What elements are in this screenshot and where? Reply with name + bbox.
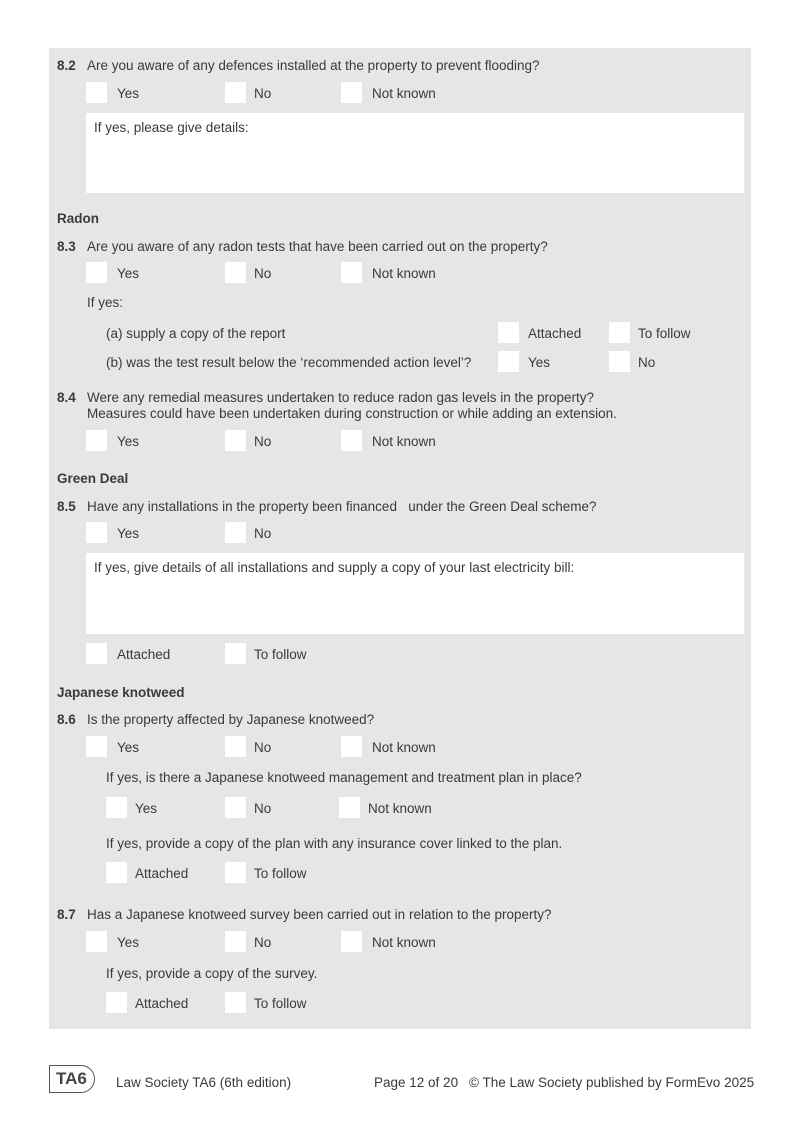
checkbox-8-5-no[interactable]	[225, 522, 246, 543]
label-8-7-not-known: Not known	[372, 935, 436, 950]
label-8-6-plan-yes: Yes	[135, 801, 158, 816]
checkbox-8-2-no[interactable]	[225, 82, 246, 103]
label-8-6-plan-not-known: Not known	[368, 801, 432, 816]
checkbox-8-5-to-follow[interactable]	[225, 643, 246, 664]
label-8-6-copy-attached: Attached	[135, 866, 189, 881]
checkbox-8-6-plan-no[interactable]	[225, 797, 246, 818]
question-text-8-7: Has a Japanese knotweed survey been carried out in relation to the property?	[87, 907, 552, 922]
footer-page-number: Page 12 of 20	[374, 1075, 459, 1090]
checkbox-8-4-yes[interactable]	[86, 430, 107, 451]
checkbox-8-6-no[interactable]	[225, 736, 246, 757]
label-8-7-no: No	[254, 935, 272, 950]
label-8-3-not-known: Not known	[372, 266, 436, 281]
checkbox-8-3-a-attached[interactable]	[498, 322, 519, 343]
label-8-3-b-no: No	[638, 355, 656, 370]
footer-edition: Law Society TA6 (6th edition)	[116, 1075, 292, 1090]
label-8-6-not-known: Not known	[372, 740, 436, 755]
checkbox-8-7-no[interactable]	[225, 931, 246, 952]
checkbox-8-3-yes[interactable]	[86, 262, 107, 283]
label-8-5-no: No	[254, 526, 272, 541]
details-label-8-2: If yes, please give details:	[94, 120, 249, 135]
section-heading-green-deal: Green Deal	[57, 471, 129, 486]
label-8-2-yes: Yes	[117, 86, 140, 101]
if-yes-label-8-3: If yes:	[87, 295, 124, 310]
footer-copyright: © The Law Society published by FormEvo 2025	[469, 1075, 755, 1090]
checkbox-8-6-copy-attached[interactable]	[106, 862, 127, 883]
checkbox-8-3-no[interactable]	[225, 262, 246, 283]
question-text-8-6: Is the property affected by Japanese knotweed?	[87, 712, 375, 727]
label-8-2-not-known: Not known	[372, 86, 436, 101]
checkbox-8-3-not-known[interactable]	[341, 262, 362, 283]
question-8-3-b-text: (b) was the test result below the ‘recommended action level’?	[106, 355, 472, 370]
question-text-8-6-copy: If yes, provide a copy of the plan with any insurance cover linked to the plan.	[106, 836, 563, 851]
question-text-8-4-line2: Measures could have been undertaken during construction or while adding an extension.	[87, 406, 617, 421]
checkbox-8-6-plan-yes[interactable]	[106, 797, 127, 818]
checkbox-8-4-no[interactable]	[225, 430, 246, 451]
section-heading-radon: Radon	[57, 211, 99, 226]
question-number-8-4: 8.4	[57, 390, 76, 405]
details-textarea-8-5[interactable]	[86, 553, 744, 634]
checkbox-8-7-not-known[interactable]	[341, 931, 362, 952]
label-8-2-no: No	[254, 86, 272, 101]
question-number-8-7: 8.7	[57, 907, 76, 922]
label-8-3-a-attached: Attached	[528, 326, 582, 341]
question-text-8-7-survey: If yes, provide a copy of the survey.	[106, 966, 318, 981]
details-label-8-5: If yes, give details of all installations and supply a copy of your last electricity bill:	[94, 560, 575, 575]
checkbox-8-6-plan-not-known[interactable]	[339, 797, 360, 818]
checkbox-8-7-survey-attached[interactable]	[106, 992, 127, 1013]
label-8-4-yes: Yes	[117, 434, 140, 449]
checkbox-8-4-not-known[interactable]	[341, 430, 362, 451]
label-8-3-yes: Yes	[117, 266, 140, 281]
label-8-5-yes: Yes	[117, 526, 140, 541]
question-number-8-6: 8.6	[57, 712, 76, 727]
checkbox-8-3-a-to-follow[interactable]	[609, 322, 630, 343]
label-8-7-survey-attached: Attached	[135, 996, 189, 1011]
label-8-6-no: No	[254, 740, 272, 755]
details-textarea-8-2[interactable]	[86, 113, 744, 193]
checkbox-8-2-yes[interactable]	[86, 82, 107, 103]
label-8-4-no: No	[254, 434, 272, 449]
label-8-5-to-follow: To follow	[254, 647, 307, 662]
checkbox-8-5-yes[interactable]	[86, 522, 107, 543]
checkbox-8-6-copy-to-follow[interactable]	[225, 862, 246, 883]
label-8-3-a-to-follow: To follow	[638, 326, 691, 341]
checkbox-8-2-not-known[interactable]	[341, 82, 362, 103]
question-number-8-3: 8.3	[57, 239, 76, 254]
label-8-6-copy-to-follow: To follow	[254, 866, 307, 881]
label-8-6-yes: Yes	[117, 740, 140, 755]
checkbox-8-3-b-yes[interactable]	[498, 351, 519, 372]
question-text-8-6-plan: If yes, is there a Japanese knotweed management and treatment plan in place?	[106, 770, 582, 785]
label-8-3-b-yes: Yes	[528, 355, 551, 370]
question-number-8-5: 8.5	[57, 499, 76, 514]
label-8-3-no: No	[254, 266, 272, 281]
checkbox-8-3-b-no[interactable]	[609, 351, 630, 372]
checkbox-8-6-yes[interactable]	[86, 736, 107, 757]
question-text-8-2: Are you aware of any defences installed at the property to prevent flooding?	[87, 58, 540, 73]
ta6-badge: TA6	[49, 1065, 95, 1093]
label-8-6-plan-no: No	[254, 801, 272, 816]
question-8-3-a-text: (a) supply a copy of the report	[106, 326, 286, 341]
checkbox-8-5-attached[interactable]	[86, 643, 107, 664]
question-text-8-4-line1: Were any remedial measures undertaken to reduce radon gas levels in the property?	[87, 390, 595, 405]
label-8-7-yes: Yes	[117, 935, 140, 950]
checkbox-8-7-survey-to-follow[interactable]	[225, 992, 246, 1013]
section-heading-japanese-knotweed: Japanese knotweed	[57, 685, 185, 700]
label-8-5-attached: Attached	[117, 647, 171, 662]
question-number-8-2: 8.2	[57, 58, 76, 73]
label-8-4-not-known: Not known	[372, 434, 436, 449]
question-text-8-5: Have any installations in the property been financed under the Green Deal scheme?	[87, 499, 597, 514]
checkbox-8-7-yes[interactable]	[86, 931, 107, 952]
label-8-7-survey-to-follow: To follow	[254, 996, 307, 1011]
checkbox-8-6-not-known[interactable]	[341, 736, 362, 757]
question-text-8-3: Are you aware of any radon tests that have been carried out on the property?	[87, 239, 548, 254]
